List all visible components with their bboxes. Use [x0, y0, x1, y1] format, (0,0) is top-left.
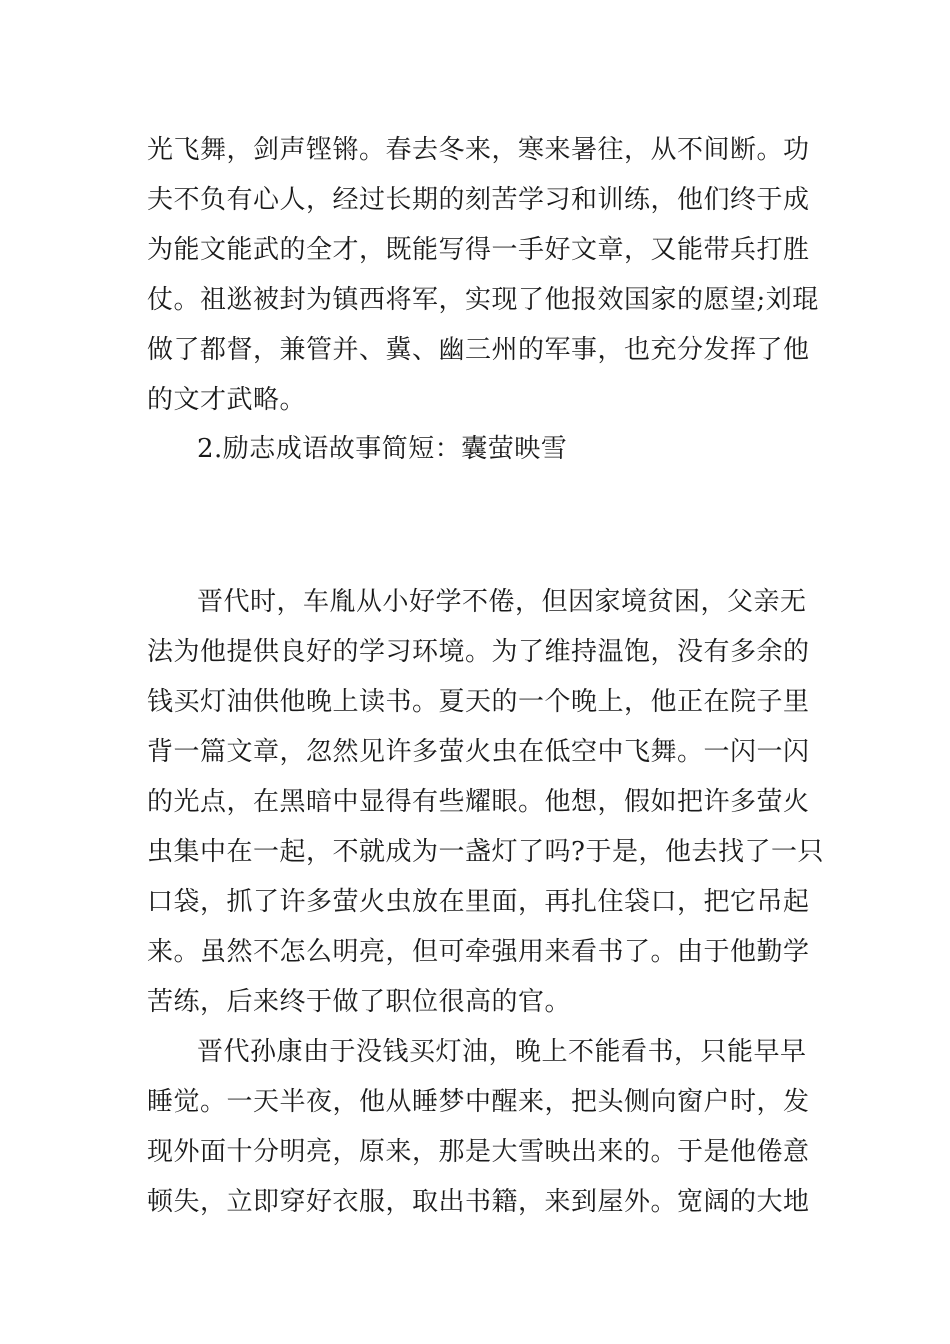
text-line: 为能文能武的全才，既能写得一手好文章，又能带兵打胜	[147, 235, 810, 265]
text-line: 的光点，在黑暗中显得有些耀眼。他想，假如把许多萤火	[147, 787, 810, 817]
text-line: 做了都督，兼管并、冀、幽三州的军事，也充分发挥了他	[147, 335, 810, 365]
text-line: 来。虽然不怎么明亮，但可牵强用来看书了。由于他勤学	[147, 937, 810, 967]
text-line: 背一篇文章，忽然见许多萤火虫在低空中飞舞。一闪一闪	[147, 737, 810, 767]
text-line: 虫集中在一起，不就成为一盏灯了吗?于是，他去找了一只	[147, 837, 824, 867]
text-line: 仗。祖逖被封为镇西将军，实现了他报效国家的愿望;刘琨	[147, 285, 819, 315]
text-line: 口袋，抓了许多萤火虫放在里面，再扎住袋口，把它吊起	[147, 887, 810, 917]
text-line: 苦练，后来终于做了职位很高的官。	[147, 987, 572, 1017]
text-line: 晋代孙康由于没钱买灯油，晚上不能看书，只能早早	[197, 1037, 807, 1067]
text-line: 睡觉。一天半夜，他从睡梦中醒来，把头侧向窗户时，发	[147, 1087, 810, 1117]
text-line: 的文才武略。	[147, 385, 307, 415]
text-line: 晋代时，车胤从小好学不倦，但因家境贫困，父亲无	[197, 587, 807, 617]
text-line: 钱买灯油供他晚上读书。夏天的一个晚上，他正在院子里	[147, 687, 810, 717]
section-heading: 2.励志成语故事简短：囊萤映雪	[197, 434, 568, 464]
text-line: 顿失，立即穿好衣服，取出书籍，来到屋外。宽阔的大地	[147, 1187, 810, 1217]
text-line: 现外面十分明亮，原来，那是大雪映出来的。于是他倦意	[147, 1137, 810, 1167]
text-line: 光飞舞，剑声铿锵。春去冬来，寒来暑往，从不间断。功	[147, 135, 810, 165]
text-line: 法为他提供良好的学习环境。为了维持温饱，没有多余的	[147, 637, 810, 667]
text-line: 夫不负有心人，经过长期的刻苦学习和训练，他们终于成	[147, 185, 810, 215]
